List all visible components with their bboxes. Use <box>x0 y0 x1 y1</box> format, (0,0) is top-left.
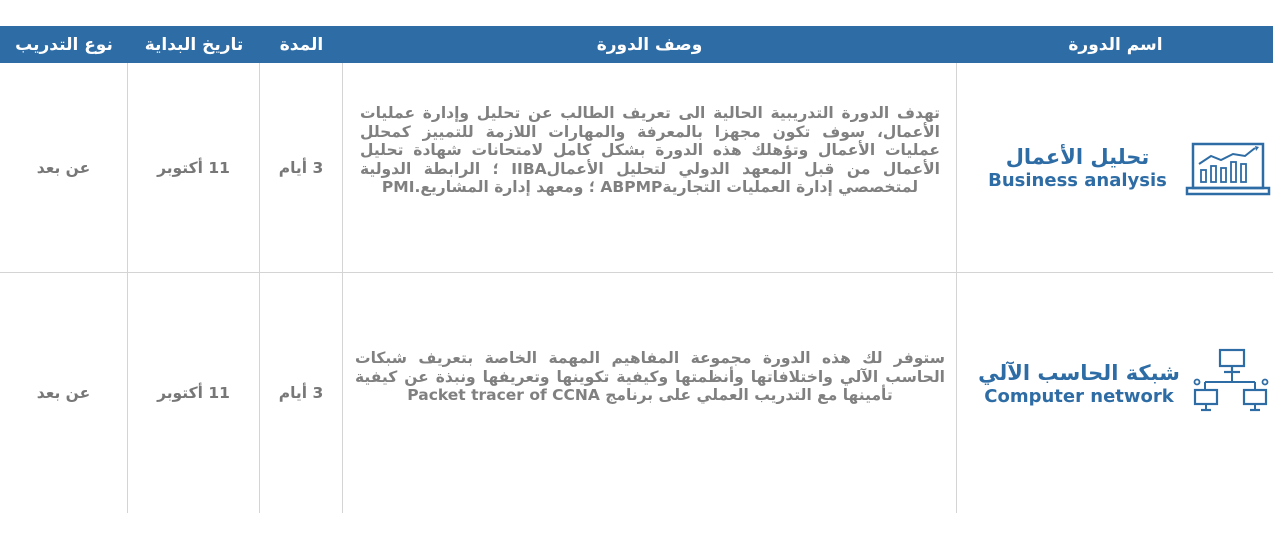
course-description: ستوفر لك هذه الدورة مجموعة المفاهيم المهمة الخاصة بتعريف شبكات الحاسب الآلي واختلافاتها وأنظمتها وكيفية تكوينها وتعريفها ونبذة عن كيفية تأمينها مع التدريب العملي على برنامج Packet tracer of CCNA <box>355 349 945 404</box>
course-name-english: Computer network <box>984 386 1174 407</box>
business-chart-icon <box>1185 142 1271 202</box>
course-name <box>970 144 1185 192</box>
course-name-arabic: شبكة الحاسب الآلي <box>978 361 1180 385</box>
column-divider <box>956 63 957 513</box>
course-training-type: عن بعد <box>36 159 91 177</box>
course-training-type: عن بعد <box>36 384 91 402</box>
course-name <box>965 360 1193 408</box>
course-name-english: Business analysis <box>988 170 1167 191</box>
header-course-name: اسم الدورة <box>1068 34 1163 55</box>
header-training-type: نوع التدريب <box>15 34 113 55</box>
course-name-arabic: تحليل الأعمال <box>1005 145 1150 169</box>
column-divider <box>342 63 343 513</box>
header-start-date: تاريخ البداية <box>144 34 244 55</box>
course-start-date: 11 أكتوبر <box>157 159 230 177</box>
header-description: وصف الدورة <box>596 34 703 55</box>
course-duration: 3 أيام <box>278 159 324 177</box>
course-description: تهدف الدورة التدريبية الحالية الى تعريف الطالب عن تحليل وإدارة عمليات الأعمال، سوف تكون مجهزا بالمعرفة والمهارات اللازمة للتمييز كمحلل عمليات الأعمال وتؤهلك هذه الدورة بشكل كامل لامتحانات شهادة تحليل الأعمال من قبل المعهد الدولي لتحليل الأعمالIIBA ؛ الرابطة الدولية لمتخصصي إدارة العمليات التجاريةABPMP ؛ ومعهد إدارة المشاريع.PMI <box>360 104 940 196</box>
table-header <box>0 26 1273 63</box>
course-start-date: 11 أكتوبر <box>157 384 230 402</box>
course-duration: 3 أيام <box>278 384 324 402</box>
computer-network-icon <box>1193 348 1269 414</box>
header-duration: المدة <box>279 34 324 55</box>
